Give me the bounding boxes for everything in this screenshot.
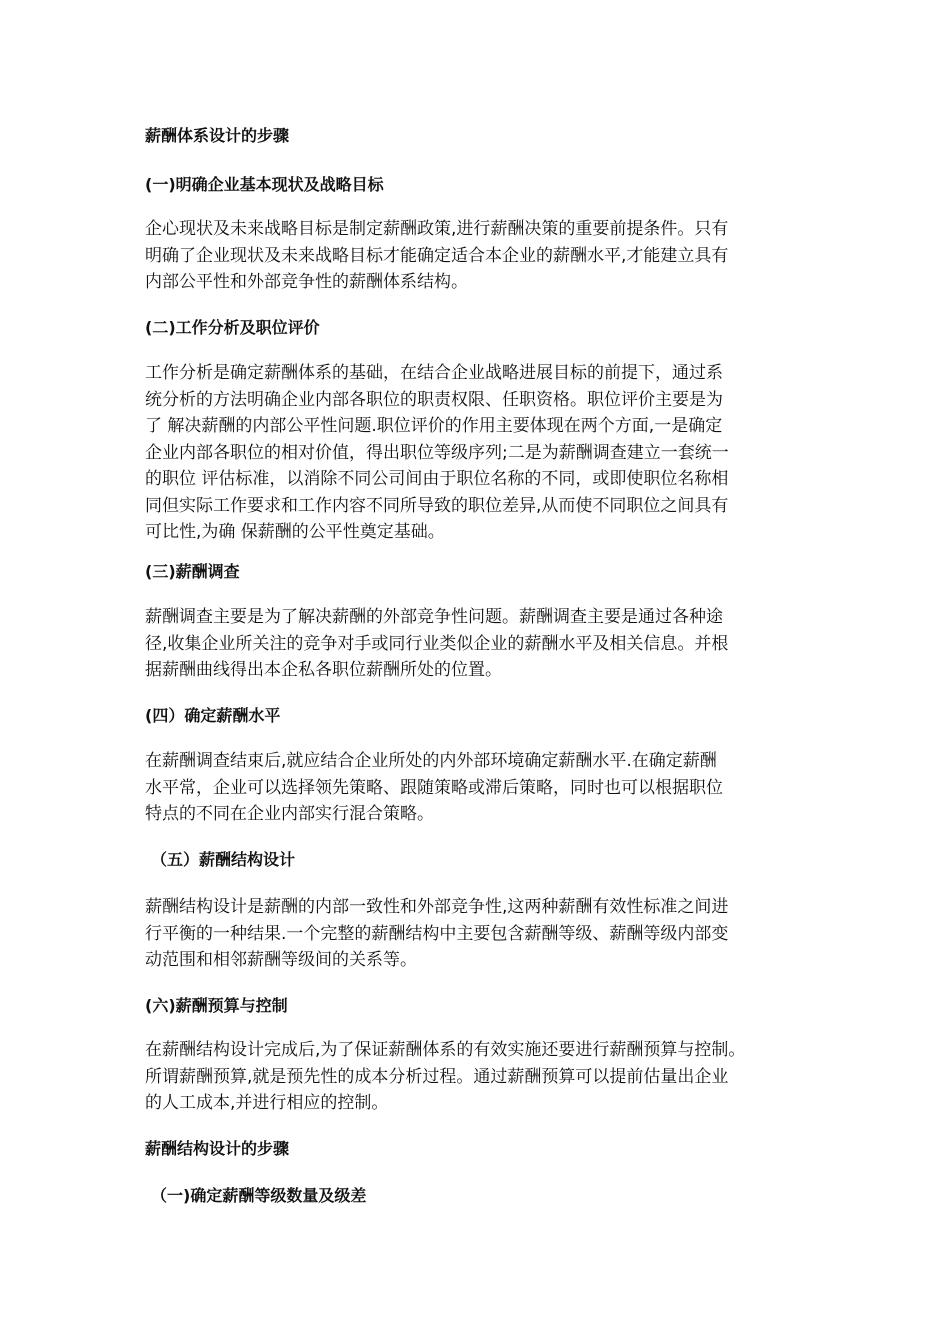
- paragraph-line: 所谓薪酬预算,就是预先性的成本分析过程。通过薪酬预算可以提前估量出企业: [145, 1066, 729, 1087]
- paragraph-line: 据薪酬曲线得出本企私各职位薪酬所处的位置。: [145, 660, 502, 680]
- paragraph-line: 径,收集企业所关注的竞争对手或同行业类似企业的薪酬水平及相关信息。并根: [145, 633, 729, 654]
- paragraph-line: 的职位 评估标准，以消除不同公司间由于职位名称的不同，或即使职位名称相: [145, 469, 729, 489]
- paragraph-line: 内部公平性和外部竞争性的薪酬体系结构。: [145, 272, 468, 292]
- paragraph-line: 动范围和相邻薪酬等级间的关系等。: [145, 950, 417, 970]
- heading-s1: (一)明确企业基本现状及战略目标: [145, 175, 384, 194]
- paragraph-line: 的人工成本,并进行相应的控制。: [145, 1093, 389, 1113]
- paragraph-line: 水平常，企业可以选择领先策略、跟随策略或滞后策略，同时也可以根据职位: [145, 777, 723, 798]
- paragraph-line: 行平衡的一种结果.一个完整的薪酬结构中主要包含薪酬等级、薪酬等级内部变: [145, 923, 729, 944]
- paragraph-line: 在薪酬调查结束后,就应结合企业所处的内外部环境确定薪酬水平.在确定薪酬: [145, 751, 717, 771]
- section-title-salary-system: 薪酬体系设计的步骤: [145, 126, 290, 145]
- paragraph-line: 在薪酬结构设计完成后,为了保证薪酬体系的有效实施还要进行薪酬预算与控制。: [145, 1040, 746, 1060]
- paragraph-s5: [145, 894, 815, 974]
- paragraph-s3: [145, 604, 815, 684]
- paragraph-s2: [145, 360, 815, 546]
- paragraph-line: 薪酬结构设计是薪酬的内部一致性和外部竞争性,这两种薪酬有效性标准之间进: [145, 897, 729, 917]
- paragraph-line: 薪酬调查主要是为了解决薪酬的外部竞争性问题。薪酬调查主要是通过各种途: [145, 607, 723, 627]
- heading-s4: (四）确定薪酬水平: [145, 706, 281, 725]
- paragraph-s1: [145, 216, 815, 296]
- paragraph-line: 工作分析是确定薪酬体系的基础，在结合企业战略进展目标的前提下，通过系: [145, 363, 723, 383]
- heading-s5: （五）薪酬结构设计: [151, 850, 296, 869]
- paragraph-line: 企业内部各职位的相对价值，得出职位等级序列;二是为薪酬调查建立一套统一: [145, 442, 729, 463]
- paragraph-line: 明确了企业现状及未来战略目标才能确定适合本企业的薪酬水平,才能建立具有: [145, 245, 729, 266]
- heading-s7: （一)确定薪酬等级数量及级差: [151, 1186, 367, 1205]
- paragraph-line: 企心现状及未来战略目标是制定薪酬政策,进行薪酬决策的重要前提条件。只有: [145, 219, 729, 239]
- heading-s2: (二)工作分析及职位评价: [145, 318, 320, 337]
- paragraph-s6: [145, 1037, 815, 1117]
- paragraph-line: 特点的不同在企业内部实行混合策略。: [145, 804, 434, 824]
- paragraph-s4: [145, 748, 815, 828]
- paragraph-line: 同但实际工作要求和工作内容不同所导致的职位差异,从而使不同职位之间具有: [145, 495, 729, 516]
- heading-s3: (三)薪酬调查: [145, 562, 240, 581]
- heading-s6: (六)薪酬预算与控制: [145, 996, 288, 1015]
- paragraph-line: 可比性,为确 保薪酬的公平性奠定基础。: [145, 522, 445, 542]
- section-title-salary-structure: 薪酬结构设计的步骤: [145, 1139, 290, 1158]
- paragraph-line: 了 解决薪酬的内部公平性问题.职位评价的作用主要体现在两个方面,一是确定: [145, 416, 723, 436]
- paragraph-line: 统分析的方法明确企业内部各职位的职责权限、任职资格。职位评价主要是为: [145, 389, 723, 410]
